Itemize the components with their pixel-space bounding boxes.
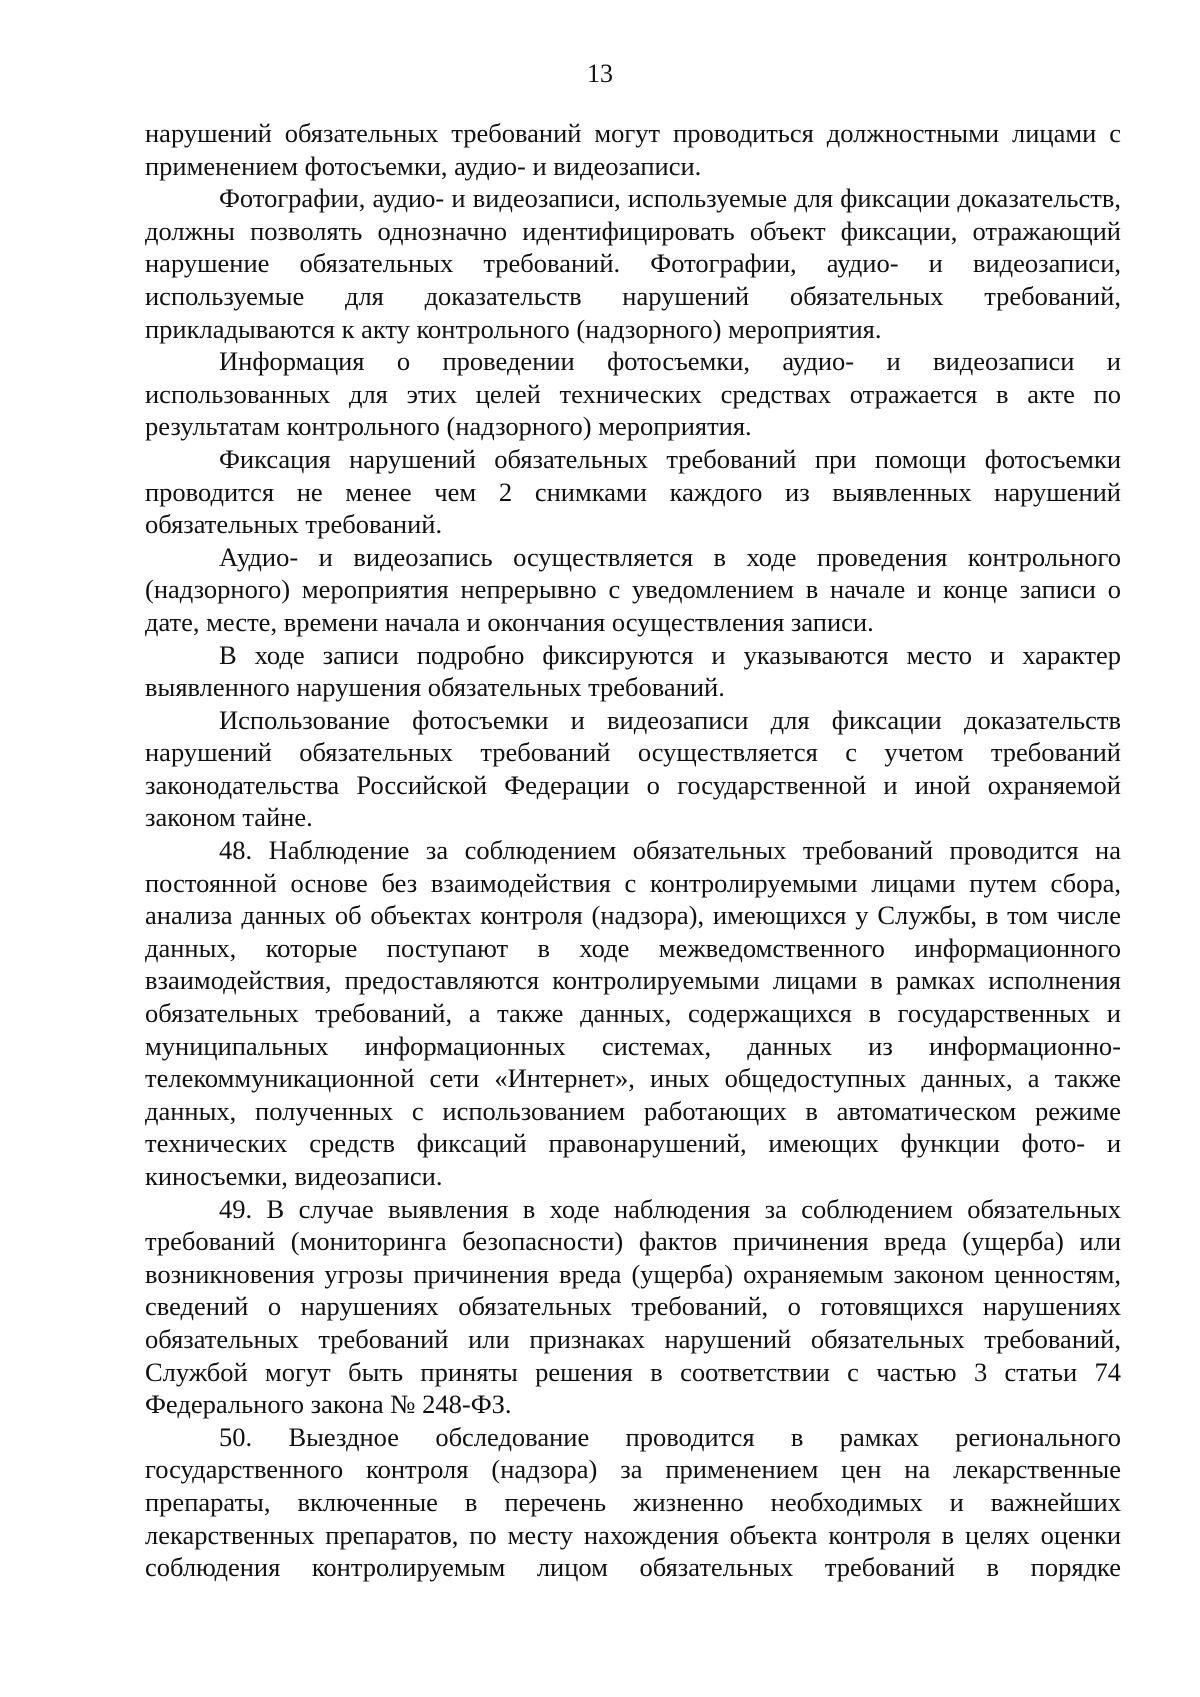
document-body xyxy=(145,117,1121,1584)
paragraph-audio-video: Аудио- и видеозапись осуществляется в ходе проведения контрольного (надзорного) мероприятия непрерывно с уведомлением в начале и конце записи о дате, месте, времени начала и окончания осуществления записи. xyxy=(145,541,1121,637)
page-number: 13 xyxy=(587,59,613,88)
paragraph-continuation: нарушений обязательных требований могут проводиться должностными лицами с применением фотосъемки, аудио- и видеозаписи. xyxy=(145,118,1121,181)
paragraph-record-details: В ходе записи подробно фиксируются и указываются место и характер выявленного нарушения обязательных требований. xyxy=(145,639,1121,703)
paragraph-48: 48. Наблюдение за соблюдением обязательных требований проводится на постоянной основе без взаимодействия с контролируемыми лицами путем сбора, анализа данных об объектах контроля (надзора), имеющихся у Службы, в том числе данных, которые поступают в ходе межведомственного информационного взаимодействия, предоставляются контролируемыми лицами в рамках исполнения обязательных требований, а также данных, содержащихся в государственных и муниципальных информационных системах, данных из информационно-телекоммуникационной сети «Интернет», иных общедоступных данных, а также данных, полученных с использованием работающих в автоматическом режиме технических средств фиксаций правонарушений, имеющих функции фото- и киносъемки, видеозаписи. xyxy=(145,835,1121,1191)
paragraph-info-in-act: Информация о проведении фотосъемки, аудио- и видеозаписи и использованных для этих целей технических средствах отражается в акте по результатам контрольного (надзорного) мероприятия. xyxy=(145,346,1121,442)
paragraph-two-photos: Фиксация нарушений обязательных требований при помощи фотосъемки проводится не менее чем 2 снимками каждого из выявленных нарушений обязательных требований. xyxy=(145,443,1121,540)
paragraph-50: 50. Выездное обследование проводится в рамках регионального государственного контроля (надзора) за применением цен на лекарственные препараты, включенные в перечень жизненно необходимых и важнейших лекарственных препаратов, по месту нахождения объекта контроля в целях оценки соблюдения контролируемым лицом обязательных требований в порядке xyxy=(145,1421,1121,1583)
paragraph-secrecy: Использование фотосъемки и видеозаписи для фиксации доказательств нарушений обязательных требований осуществляется с учетом требований законодательства Российской Федерации о государственной и иной охраняемой законом тайне. xyxy=(145,704,1121,833)
paragraph-49: 49. В случае выявления в ходе наблюдения за соблюдением обязательных требований (мониторинга безопасности) фактов причинения вреда (ущерба) или возникновения угрозы причинения вреда (ущерба) охраняемым законом ценностям, сведений о нарушениях обязательных требований, о готовящихся нарушениях обязательных требований или признаках нарушений обязательных требований, Службой могут быть приняты решения в соответствии с частью 3 статьи 74 Федерального закона № 248-ФЗ. xyxy=(145,1193,1121,1420)
paragraph-photo-requirements: Фотографии, аудио- и видеозаписи, используемые для фиксации доказательств, должны позволять однозначно идентифицировать объект фиксации, отражающий нарушение обязательных требований. Фотографии, аудио- и видеозаписи, используемые для доказательств нарушений обязательных требований, прикладываются к акту контрольного (надзорного) мероприятия. xyxy=(145,183,1121,344)
